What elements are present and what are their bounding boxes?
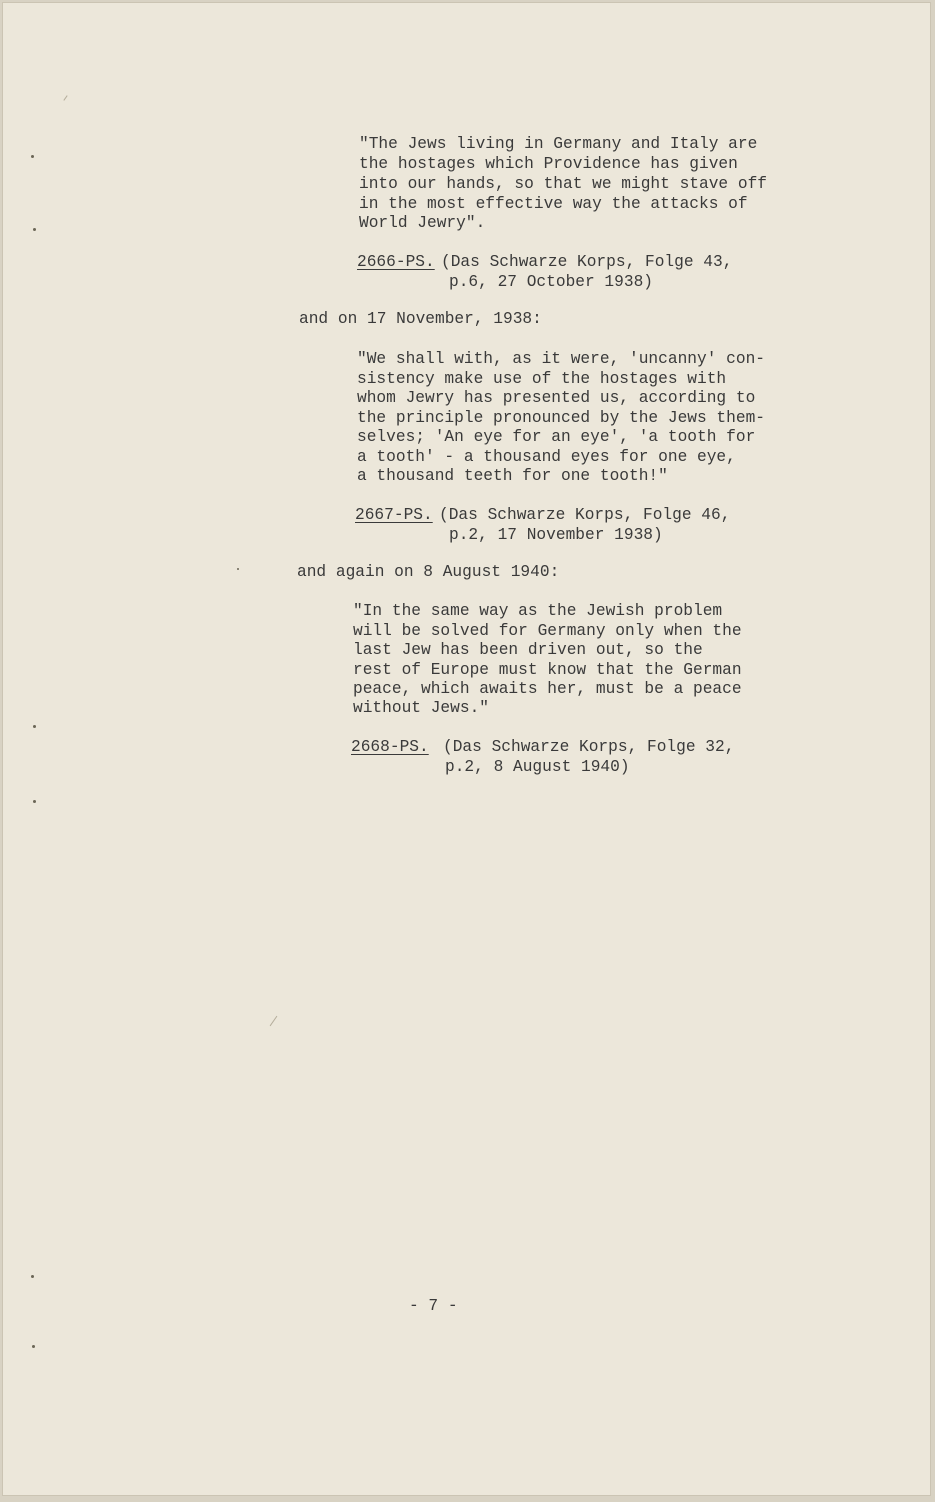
citation-detail: p.6, 27 October 1938) <box>449 273 653 291</box>
citation-source: (Das Schwarze Korps, Folge 43, <box>441 253 733 271</box>
document-reference: 2667-PS. <box>355 506 433 524</box>
quote-line: without Jews." <box>353 699 489 717</box>
quote-line: World Jewry". <box>359 214 486 232</box>
intro-text-2: and on 17 November, 1938: <box>299 310 542 328</box>
quote-line: will be solved for Germany only when the <box>353 622 742 640</box>
quote-line: "We shall with, as it were, 'uncanny' con- <box>357 350 765 368</box>
quote-line: the principle pronounced by the Jews them- <box>357 409 765 427</box>
margin-speck <box>31 155 34 158</box>
margin-speck <box>31 1275 34 1278</box>
quote-line: whom Jewry has presented us, according to <box>357 389 756 407</box>
citation-source: (Das Schwarze Korps, Folge 46, <box>439 506 731 524</box>
quote-line: rest of Europe must know that the German <box>353 661 742 679</box>
margin-speck <box>32 1345 35 1348</box>
margin-speck <box>33 228 36 231</box>
paper-crease <box>63 95 67 100</box>
margin-speck <box>33 800 36 803</box>
quote-line: a tooth' - a thousand eyes for one eye, <box>357 448 736 466</box>
quote-line: a thousand teeth for one tooth!" <box>357 467 668 485</box>
citation-detail: p.2, 8 August 1940) <box>445 758 630 776</box>
quote-line: last Jew has been driven out, so the <box>353 641 703 659</box>
paper-crease <box>270 1016 278 1026</box>
intro-text-3: and again on 8 August 1940: <box>297 563 560 581</box>
citation-source: (Das Schwarze Korps, Folge 32, <box>443 738 735 756</box>
quote-line: peace, which awaits her, must be a peace <box>353 680 742 698</box>
page-speck <box>237 568 239 570</box>
document-reference: 2666-PS. <box>357 253 435 271</box>
quote-line: sistency make use of the hostages with <box>357 370 727 388</box>
citation-detail: p.2, 17 November 1938) <box>449 526 663 544</box>
margin-speck <box>33 725 36 728</box>
quote-line: the hostages which Providence has given <box>359 155 738 173</box>
page-number: - 7 - <box>409 1297 458 1315</box>
quote-line: "In the same way as the Jewish problem <box>353 602 723 620</box>
document-reference: 2668-PS. <box>351 738 429 756</box>
quote-line: "The Jews living in Germany and Italy are <box>359 135 758 153</box>
quote-line: into our hands, so that we might stave off <box>359 175 767 193</box>
quote-line: in the most effective way the attacks of <box>359 195 748 213</box>
document-page <box>2 2 931 1496</box>
quote-line: selves; 'An eye for an eye', 'a tooth for <box>357 428 756 446</box>
